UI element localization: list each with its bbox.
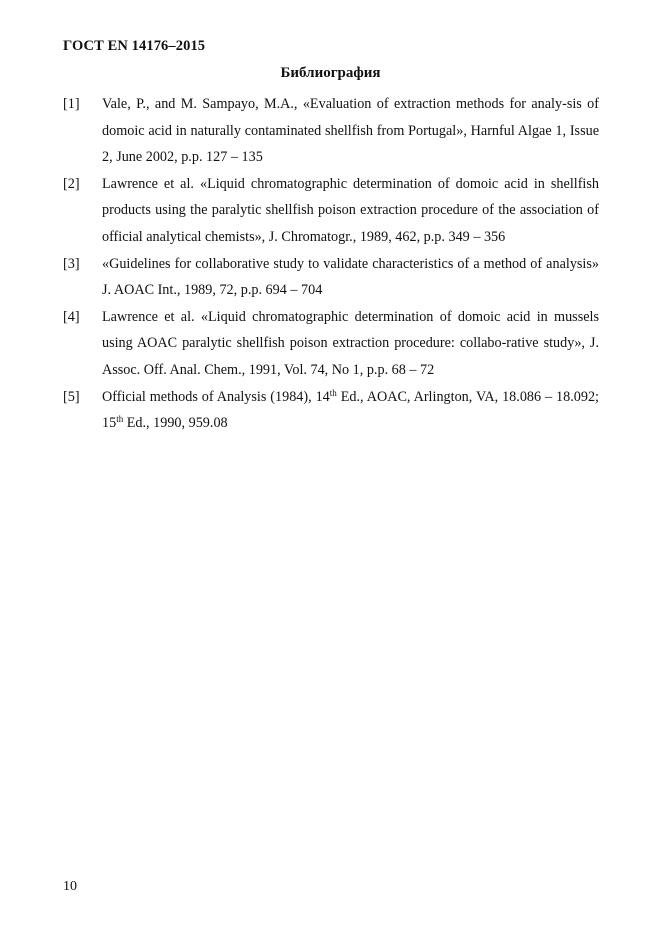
superscript-ordinal: th: [329, 387, 337, 398]
section-title: [0, 65, 661, 82]
reference-number: [4]: [63, 308, 80, 325]
section-title-text: Библиография: [280, 65, 381, 81]
reference-number: [2]: [63, 175, 80, 192]
reference-number: [3]: [63, 255, 80, 272]
superscript-ordinal: th: [116, 414, 124, 425]
document-code: ГОСТ EN 14176–2015: [63, 38, 206, 54]
reference-text: [102, 384, 599, 437]
reference-item-5: [63, 384, 599, 437]
reference-item-4: [63, 304, 599, 384]
page-number: 10: [63, 879, 77, 894]
reference-number: [1]: [63, 96, 80, 112]
reference-text: Lawrence et al. «Liquid chromatographic determination of domoic acid in mussels using AOAC paralytic shellfish poison extraction procedure: collabo-rative study», J. Assoc. Off. Anal. Chem., 1991, Vol. 74, No 1, p.p. 68 – 72: [102, 308, 599, 378]
bibliography-list: [63, 91, 599, 437]
reference-item-2: [63, 171, 599, 251]
reference-text-part: Official methods of Analysis (1984), 14: [102, 388, 330, 405]
reference-text-part: Ed., AOAC, Arlington, VA, 18.086 – 18.092; 15: [102, 388, 599, 432]
reference-item-1: [63, 91, 599, 171]
reference-text: Lawrence et al. «Liquid chromatographic determination of domoic acid in shellfish products using the paralytic shellfish poison extraction procedure of the association of official analytical chemists», J. Chromatogr., 1989, 462, p.p. 349 – 356: [102, 175, 599, 245]
reference-item-3: [63, 251, 599, 304]
reference-text-part: Ed., 1990, 959.08: [123, 415, 228, 432]
reference-text: «Guidelines for collaborative study to validate characteristics of a method of analysis» J. AOAC Int., 1989, 72, p.p. 694 – 704: [102, 255, 599, 299]
reference-number: [5]: [63, 388, 80, 405]
reference-text: Vale, P., and M. Sampayo, M.A., «Evaluation of extraction methods for analy-sis of domoic acid in naturally contaminated shellfish from Portugal», Harnful Algae 1, Issue 2, June 2002, p.p. 127 – 135: [102, 96, 599, 166]
